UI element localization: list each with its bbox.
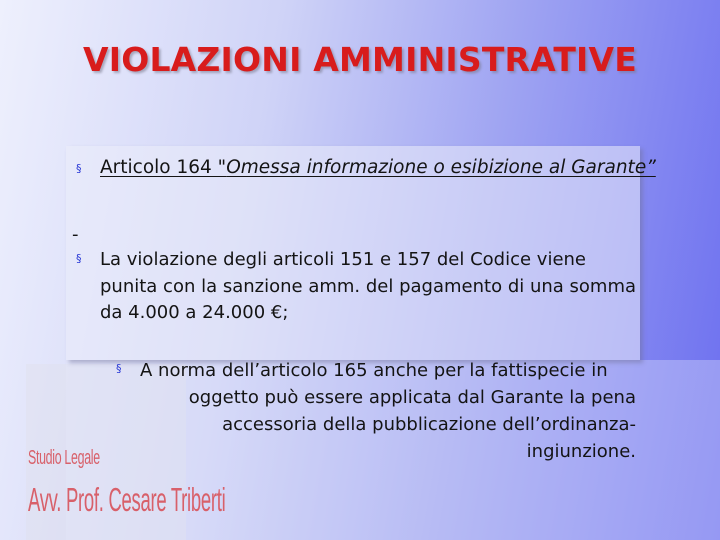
slide-title: VIOLAZIONI AMMINISTRATIVE — [82, 40, 637, 79]
bullet-icon: § — [76, 162, 82, 175]
watermark-studio-legale: Studio Legale — [28, 447, 100, 469]
article-heading — [100, 152, 660, 184]
article-prefix: Articolo 164 " — [100, 157, 227, 178]
watermark-name: Avv. Prof. Cesare Triberti — [28, 481, 226, 518]
paragraph-accessory-penalty — [140, 357, 636, 465]
bullet-icon: § — [116, 362, 122, 375]
bullet-icon: § — [76, 252, 82, 265]
paragraph-rest: oggetto può essere applicata dal Garante la pena accessoria della pubblicazione dell’ordinanza-ingiunzione. — [188, 387, 636, 462]
paragraph-line-first: A norma dell’articolo 165 anche per la fattispecie in — [140, 360, 608, 381]
paragraph-violation: La violazione degli articoli 151 e 157 del Codice viene punita con la sanzione amm. del pagamento di una somma da 4.000 a 24.000 €; — [100, 249, 637, 323]
article-italic-text: Omessa informazione o esibizione al Garante” — [226, 157, 656, 178]
dash-mark: - — [72, 224, 79, 245]
